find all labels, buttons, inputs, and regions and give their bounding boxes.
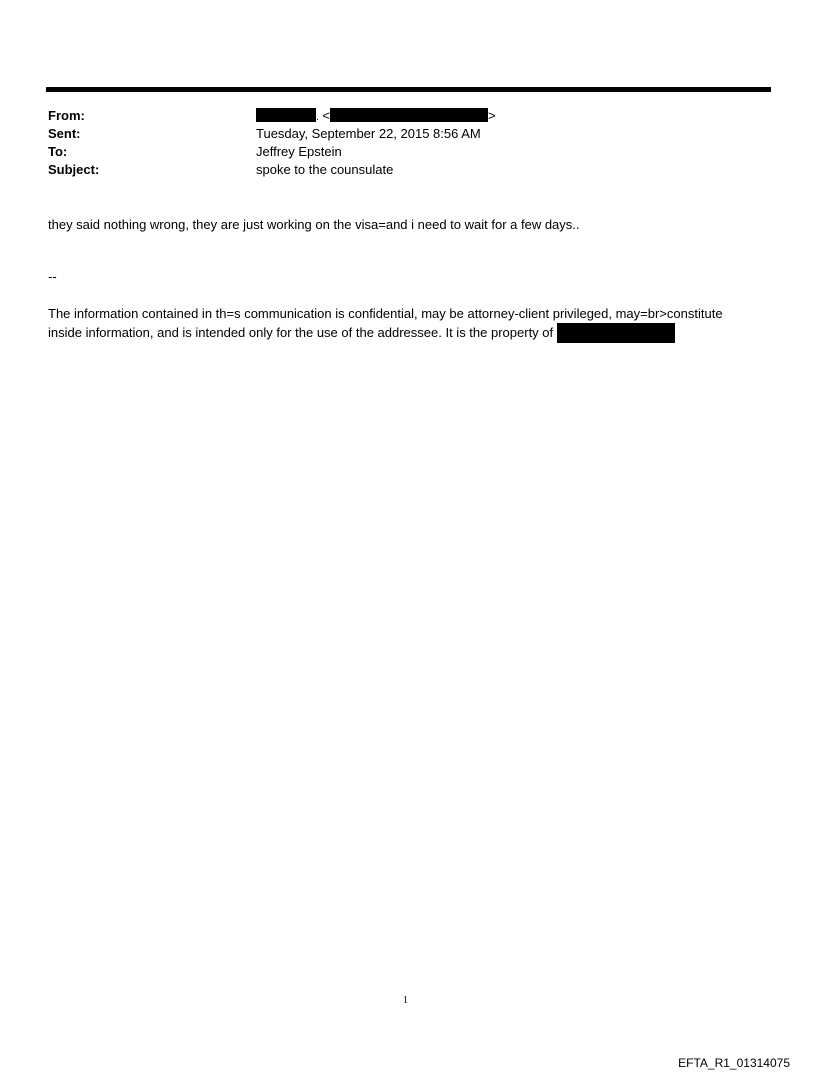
sent-value: Tuesday, September 22, 2015 8:56 AM	[256, 126, 481, 141]
disclaimer-line-1: The information contained in th=s communication is confidential, may be attorney-client privileged, may=br>constitute	[48, 306, 723, 321]
from-open-bracket: <	[322, 108, 330, 123]
to-value: Jeffrey Epstein	[256, 144, 342, 159]
email-body: they said nothing wrong, they are just working on the visa=and i need to wait for a few days..	[48, 217, 580, 232]
page-number: 1	[403, 995, 408, 1006]
redacted-sender-name	[256, 108, 316, 122]
sent-label: Sent:	[48, 126, 81, 141]
redacted-company-name	[557, 323, 675, 343]
subject-label: Subject:	[48, 162, 100, 177]
document-id: EFTA_R1_01314075	[678, 1056, 790, 1070]
disclaimer-line-2-text: inside information, and is intended only for the use of the addressee. It is the property of	[48, 325, 554, 340]
signature-separator: --	[48, 269, 57, 284]
disclaimer-line-2	[48, 323, 675, 343]
from-close-bracket: >	[488, 108, 496, 123]
header-divider	[46, 87, 771, 92]
redacted-sender-email	[330, 108, 488, 122]
to-label: To:	[48, 144, 68, 159]
from-label: From:	[48, 108, 85, 123]
subject-value: spoke to the counsulate	[256, 162, 394, 177]
from-value: . < >	[256, 107, 496, 127]
